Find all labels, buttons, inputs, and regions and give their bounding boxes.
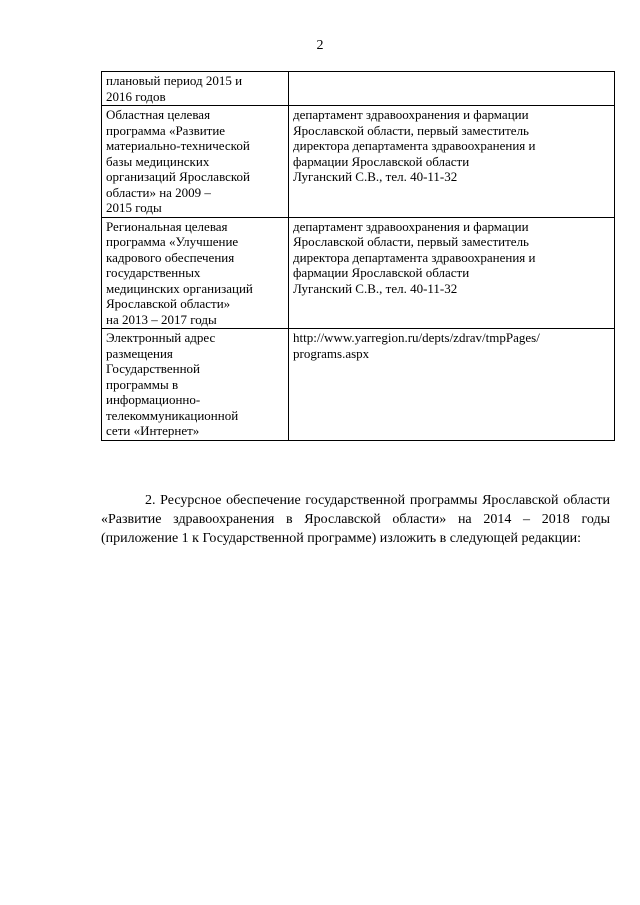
table-row (102, 72, 615, 106)
row-label: Электронный адрес размещения Государственной программы в информационно- телекоммуникационной сети «Интернет» (102, 329, 289, 441)
resource-paragraph: 2. Ресурсное обеспечение государственной программы Ярославской области «Развитие здравоохранения в Ярославской области» на 2014 – 2018 годы (приложение 1 к Государственной программе) изложить в следующей редакции: (101, 493, 610, 546)
table-row (102, 106, 615, 218)
row-label: плановый период 2015 и 2016 годов (102, 72, 289, 106)
table-row (102, 217, 615, 329)
program-info-table (101, 71, 615, 441)
table-row (102, 329, 615, 441)
page-number: 2 (316, 38, 324, 53)
row-value (289, 72, 615, 106)
row-value: департамент здравоохранения и фармации Ярославской области, первый заместитель директора департамента здравоохранения и фармации Ярославской области Луганский С.В., тел. 40-11-32 (289, 217, 615, 329)
row-value: департамент здравоохранения и фармации Ярославской области, первый заместитель директора департамента здравоохранения и фармации Ярославской области Луганский С.В., тел. 40-11-32 (289, 106, 615, 218)
row-label: Региональная целевая программа «Улучшение кадрового обеспечения государственных медицинских организаций Ярославской области» на 2013 – 2017 годы (102, 217, 289, 329)
row-label: Областная целевая программа «Развитие материально-технической базы медицинских организаций Ярославской области» на 2009 – 2015 годы (102, 106, 289, 218)
row-value-link[interactable]: http://www.yarregion.ru/depts/zdrav/tmpPages/ programs.aspx (289, 329, 615, 441)
